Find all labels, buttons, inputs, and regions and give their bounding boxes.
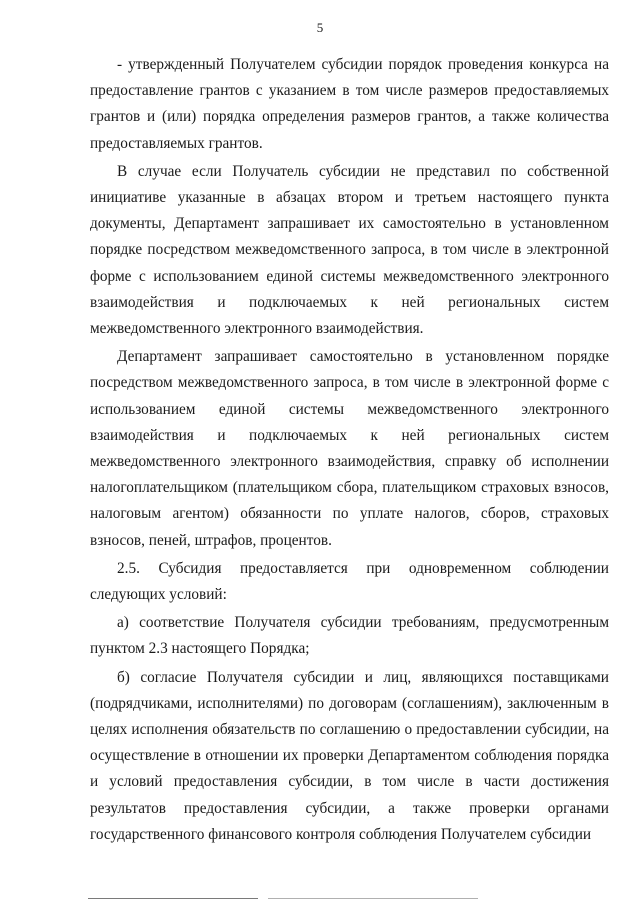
paragraph-tax-certificate: Департамент запрашивает самостоятельно в установленном порядке посредством межведомственного запроса, в том числе в электронной форме с использованием единой системы межведомственного электронного взаимодействия и подключаемых к ней региональных систем межведомственного электронного взаимодействия, справку об исполнении налогоплательщиком (плательщиком сбора, плательщиком страховых взносов, налоговым агентом) обязанности по уплате налогов, сборов, страховых взносов, пеней, штрафов, процентов. [90,348,609,549]
paragraph-grant-procedure: - утвержденный Получателем субсидии порядок проведения конкурса на предоставление грантов с указанием в том числе размеров предоставляемых грантов и (или) порядка определения размеров грантов, а также количества предоставляемых грантов. [90,56,609,152]
document-body [90,52,609,848]
footer-rule-right [268,898,478,899]
footer-rule-left [88,898,258,899]
paragraph-clause-2-5: 2.5. Субсидия предоставляется при одновременном соблюдении следующих условий: [90,559,609,604]
paragraph-condition-a: а) соответствие Получателя субсидии требованиям, предусмотренным пунктом 2.3 настоящего Порядка; [90,614,609,658]
page-number: 5 [316,20,324,35]
paragraph-documents-request: В случае если Получатель субсидии не представил по собственной инициативе указанные в абзацах втором и третьем настоящего пункта документы, Департамент запрашивает их самостоятельно в установленном порядке посредством межведомственного запроса, в том числе в электронной форме с использованием единой системы межведомственного электронного взаимодействия и подключаемых к ней региональных систем межведомственного электронного взаимодействия. [90,162,609,338]
paragraph-condition-b: б) согласие Получателя субсидии и лиц, являющихся поставщиками (подрядчиками, исполнителями) по договорам (соглашениям), заключенным в целях исполнения обязательств по соглашению о предоставлении субсидии, на осуществление в отношении их проверки Департаментом соблюдения порядка и условий предоставления субсидии, в том числе в части достижения результатов предоставления субсидии, а также проверки органами государственного финансового контроля соблюдения Получателем субсидии [90,668,609,843]
